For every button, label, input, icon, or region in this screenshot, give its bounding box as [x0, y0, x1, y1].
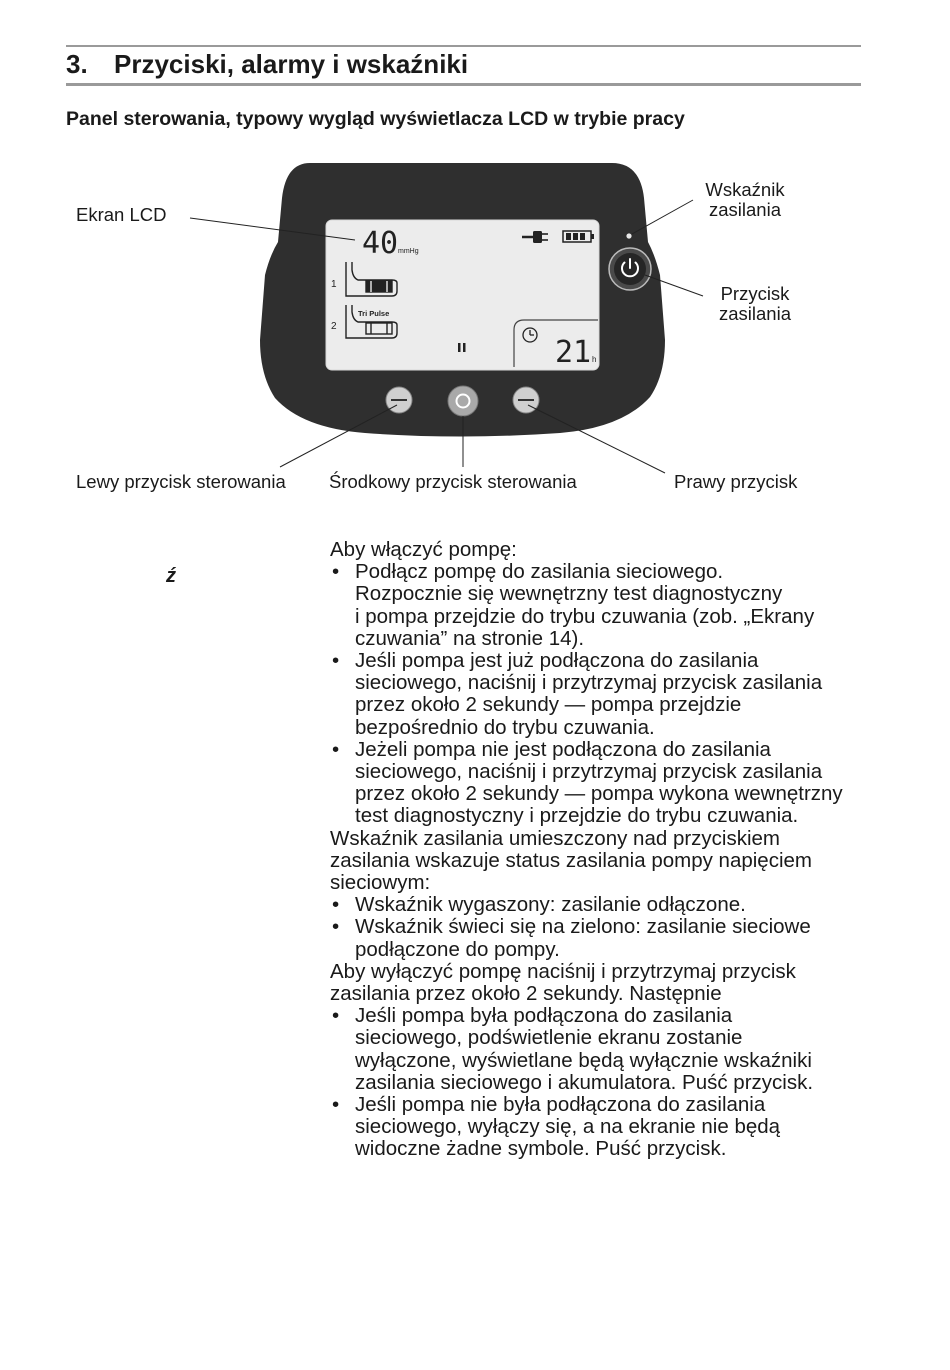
callout-lcd: Ekran LCD: [76, 204, 167, 225]
callout-power-indicator-line: Wskaźnik: [705, 179, 785, 200]
right-control-button[interactable]: [513, 387, 539, 413]
side-glyph: ź: [166, 565, 176, 587]
section-title-text: Przyciski, alarmy i wskaźniki: [114, 49, 469, 79]
indicator-paragraph: Wskaźnik zasilania umieszczony nad przyciskiem zasilania wskazuje status zasilania pompy napięciem sieciowym:: [330, 826, 812, 895]
lcd-zone-2-label: 2: [331, 321, 337, 332]
section-number: 3.: [66, 49, 88, 79]
indicator-list: [330, 894, 870, 961]
callout-power-button-line: Przycisk: [720, 283, 790, 304]
callout-power-indicator: [690, 180, 800, 220]
list-item: • Jeśli pompa była podłączona do zasilania sieciowego, podświetlenie ekranu zostanie wyłączone, wyświetlane będą wyłącznie wskaźniki zasilania sieciowego i akumulatora. Puść przycisk.: [330, 1005, 870, 1094]
intro-paragraph: Aby włączyć pompę:: [330, 538, 517, 561]
power-off-paragraph: Aby wyłączyć pompę naciśnij i przytrzymaj przycisk zasilania przez około 2 sekundy. Następnie: [330, 959, 796, 1006]
lcd-timer-value: 21: [555, 335, 592, 370]
control-panel-diagram: [0, 0, 950, 520]
callout-power-button: [700, 284, 810, 324]
list-item: • Podłącz pompę do zasilania sieciowego. Rozpocznie się wewnętrzny test diagnostyczny i pompa przejdzie do trybu czuwania (zob. „Ekrany czuwania” na stronie 14).: [330, 561, 870, 650]
list-item: • Wskaźnik wygaszony: zasilanie odłączone.: [330, 894, 870, 916]
callout-power-indicator-line: zasilania: [709, 199, 781, 220]
list-item: • Wskaźnik świeci się na zielono: zasilanie sieciowe podłączone do pompy.: [330, 916, 870, 960]
power-button[interactable]: [609, 248, 651, 290]
lcd-pressure-value: 40: [362, 226, 399, 261]
power-on-list: [330, 561, 870, 827]
lcd-mode-label: Tri Pulse: [358, 309, 390, 318]
list-item: • Jeżeli pompa nie jest podłączona do zasilania sieciowego, naciśnij i przytrzymaj przycisk zasilania przez około 2 sekundy — pompa wykona wewnętrzny test diagnostyczny i przejdzie do trybu czuwania.: [330, 739, 870, 828]
lcd-timer-unit: h: [592, 355, 597, 364]
lcd-pressure-unit: mmHg: [398, 248, 419, 255]
power-indicator-led: [626, 233, 631, 238]
subheading: Panel sterowania, typowy wygląd wyświetlacza LCD w trybie pracy: [66, 108, 685, 130]
callout-right-button: Prawy przycisk: [674, 471, 798, 492]
center-control-button[interactable]: [448, 386, 478, 416]
lcd-zone-1-label: 1: [331, 279, 337, 290]
callout-left-button: Lewy przycisk sterowania: [76, 471, 286, 492]
callout-power-button-line: zasilania: [719, 303, 791, 324]
list-item: • Jeśli pompa jest już podłączona do zasilania sieciowego, naciśnij i przytrzymaj przycisk zasilania przez około 2 sekundy — pompa przejdzie bezpośrednio do trybu czuwania.: [330, 650, 870, 739]
power-off-list: [330, 1005, 870, 1160]
body-text: [330, 539, 870, 1161]
list-item: • Jeśli pompa nie była podłączona do zasilania sieciowego, wyłączy się, a na ekranie nie będą widoczne żadne symbole. Puść przycisk.: [330, 1094, 870, 1161]
callout-center-button: Środkowy przycisk sterowania: [329, 471, 577, 492]
